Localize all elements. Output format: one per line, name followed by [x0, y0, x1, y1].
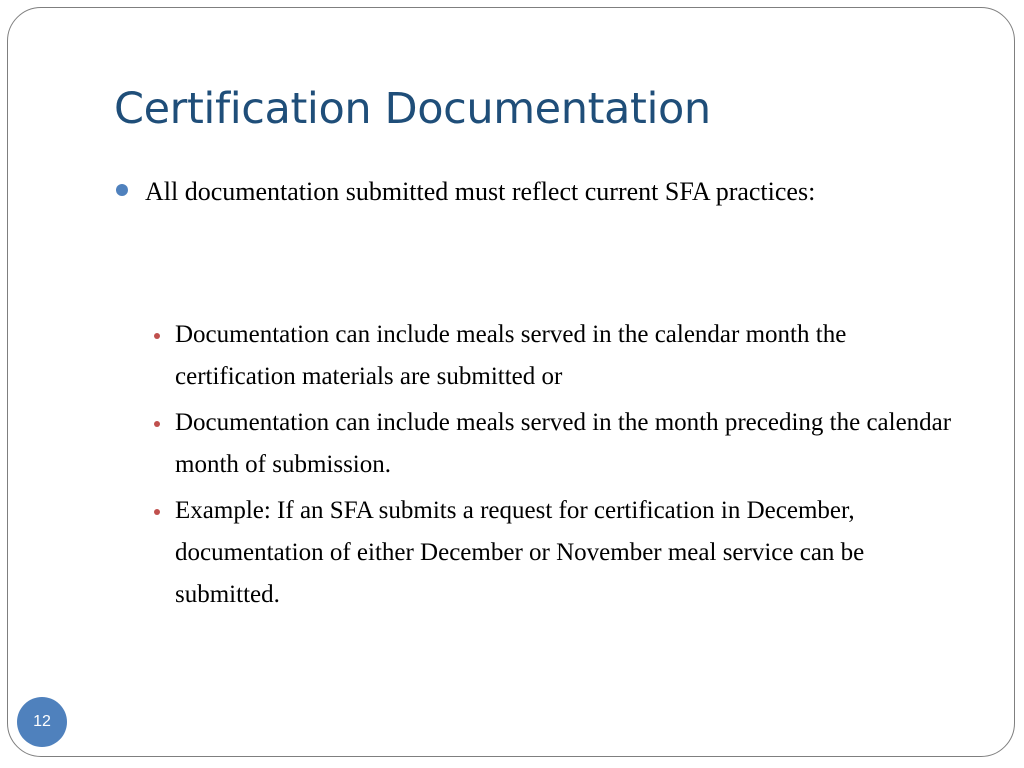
sub-bullet-marker	[154, 509, 160, 515]
page-number-badge: 12	[17, 697, 67, 747]
sub-bullet-item	[114, 490, 964, 616]
sub-bullet-marker	[154, 421, 160, 427]
slide-content	[114, 171, 964, 620]
main-bullet-text: All documentation submitted must reflect current SFA practices:	[145, 177, 816, 206]
slide-title: Certification Documentation	[114, 84, 711, 134]
sub-bullet-text: Documentation can include meals served in the calendar month the certification materials are submitted or	[175, 321, 847, 390]
sub-bullet-text: Example: If an SFA submits a request for certification in December, documentation of either December or November meal service can be submitted.	[175, 497, 865, 608]
sub-bullet-item	[114, 402, 964, 486]
sub-bullet-list	[114, 314, 964, 616]
main-bullet-marker	[116, 184, 128, 196]
main-bullet	[114, 171, 964, 213]
sub-bullet-marker	[154, 333, 160, 339]
sub-bullet-text: Documentation can include meals served in the month preceding the calendar month of submission.	[175, 409, 952, 478]
sub-bullet-item	[114, 314, 964, 398]
